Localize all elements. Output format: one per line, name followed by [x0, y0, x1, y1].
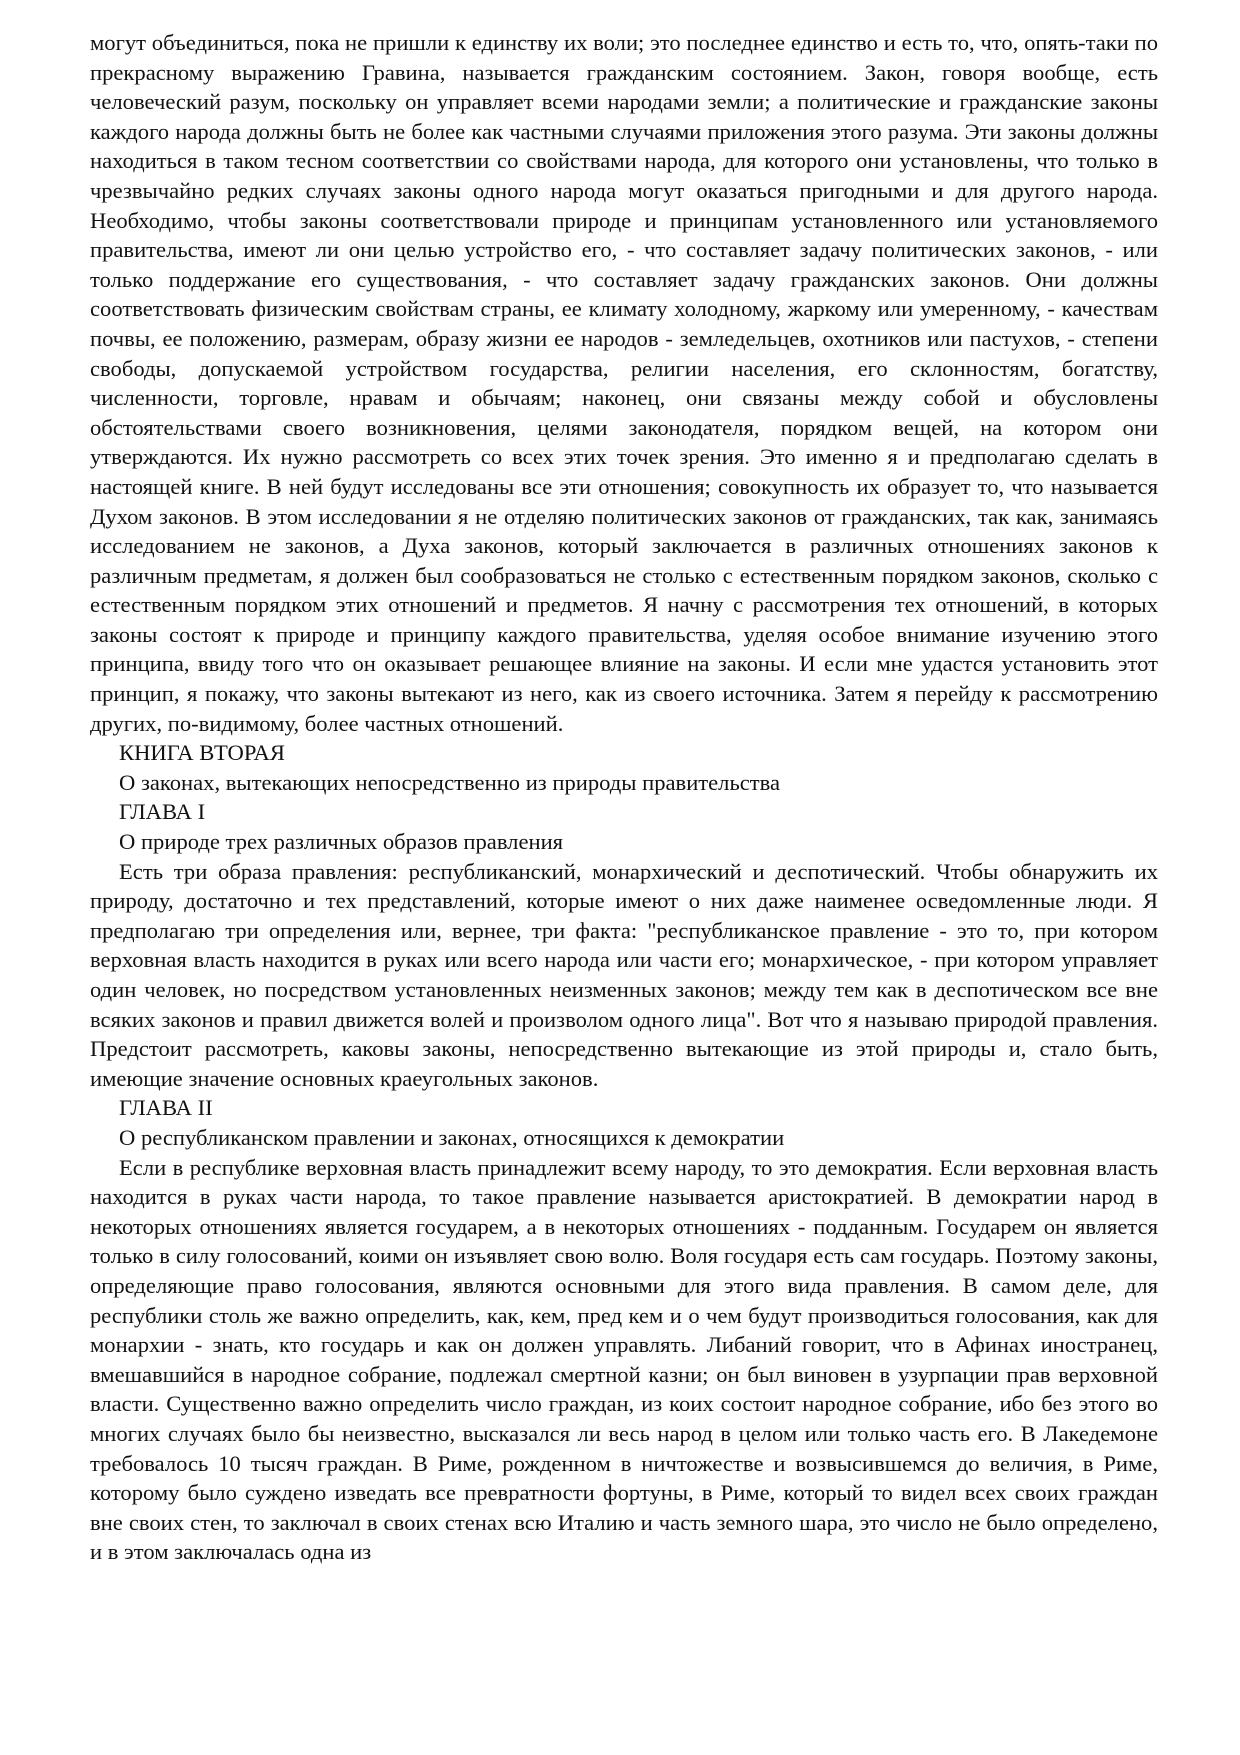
heading-chapter-two: ГЛАВА II	[119, 1095, 213, 1121]
heading-book-two-subtitle: О законах, вытекающих непосредственно из природы правительства	[119, 769, 781, 795]
document-page	[90, 28, 1158, 1567]
paragraph-democracy: Если в республике верховная власть принадлежит всему народу, то это демократия. Если верховная власть находится в руках части народа, то такое правление называется аристократией. В демократии народ в некоторых отношениях является государем, а в некоторых отношениях - подданным. Государем он является только в силу голосований, коими он изъявляет свою волю. Воля государя есть сам государь. Поэтому законы, определяющие право голосования, являются основными для этого вида правления. В самом деле, для республики столь же важно определить, как, кем, пред кем и о чем будут производиться голосования, как для монархии - знать, кто государь и как он должен управлять. Либаний говорит, что в Афинах иностранец, вмешавшийся в народное собрание, подлежал смертной казни; он был виновен в узурпации прав верховной власти. Существенно важно определить число граждан, из коих состоит народное собрание, ибо без этого во многих случаях было бы неизвестно, высказался ли весь народ в целом или только часть его. В Лакедемоне требовалось 10 тысяч граждан. В Риме, рожденном в ничтожестве и возвысившемся до величия, в Риме, которому было суждено изведать все превратности фортуны, в Риме, который то видел всех своих граждан вне своих стен, то заключал в своих стенах всю Италию и часть земного шара, это число не было определено, и в этом заключалась одна из	[90, 1154, 1158, 1565]
heading-chapter-one-subtitle: О природе трех различных образов правления	[119, 829, 564, 855]
paragraph-three-forms-of-government: Есть три образа правления: республиканский, монархический и деспотический. Чтобы обнаружить их природу, достаточно и тех представлений, которые имеют о них даже наименее осведомленные люди. Я предполагаю три определения или, вернее, три факта: "республиканское правление - это то, при котором верховная власть находится в руках или всего народа или части его; монархическое, - при котором управляет один человек, но посредством установленных неизменных законов; между тем как в деспотическом все вне всяких законов и правил движется волей и произволом одного лица". Вот что я называю природой правления. Предстоит рассмотреть, каковы законы, непосредственно вытекающие из этой природы и, стало быть, имеющие значение основных краеугольных законов.	[90, 858, 1158, 1091]
heading-chapter-two-subtitle: О республиканском правлении и законах, относящихся к демократии	[119, 1124, 785, 1150]
heading-book-two: КНИГА ВТОРАЯ	[119, 740, 285, 766]
heading-chapter-one: ГЛАВА I	[119, 799, 206, 825]
paragraph-continued-intro: могут объединиться, пока не пришли к единству их воли; это последнее единство и есть то, что, опять-таки по прекрасному выражению Гравина, называется гражданским состоянием. Закон, говоря вообще, есть человеческий разум, поскольку он управляет всеми народами земли; а политические и гражданские законы каждого народа должны быть не более как частными случаями приложения этого разума. Эти законы должны находиться в таком тесном соответствии со свойствами народа, для которого они установлены, что только в чрезвычайно редких случаях законы одного народа могут оказаться пригодными и для другого народа. Необходимо, чтобы законы соответствовали природе и принципам установленного или установляемого правительства, имеют ли они целью устройство его, - что составляет задачу политических законов, - или только поддержание его существования, - что составляет задачу гражданских законов. Они должны соответствовать физическим свойствам страны, ее климату холодному, жаркому или умеренному, - качествам почвы, ее положению, размерам, образу жизни ее народов - земледельцев, охотников или пастухов, - степени свободы, допускаемой устройством государства, религии населения, его склонностям, богатству, численности, торговле, нравам и обычаям; наконец, они связаны между собой и обусловлены обстоятельствами своего возникновения, целями законодателя, порядком вещей, на котором они утверждаются. Их нужно рассмотреть со всех этих точек зрения. Это именно я и предполагаю сделать в настоящей книге. В ней будут исследованы все эти отношения; совокупность их образует то, что называется Духом законов. В этом исследовании я не отделяю политических законов от гражданских, так как, занимаясь исследованием не законов, а Духа законов, который заключается в различных отношениях законов к различным предметам, я должен был сообразоваться не столько с естественным порядком законов, сколько с естественным порядком этих отношений и предметов. Я начну с рассмотрения тех отношений, в которых законы состоят к природе и принципу каждого правительства, уделяя особое внимание изучению этого принципа, ввиду того что он оказывает решающее влияние на законы. И если мне удастся установить этот принцип, я покажу, что законы вытекают из него, как из своего источника. Затем я перейду к рассмотрению других, по-видимому, более частных отношений.	[90, 30, 1158, 736]
